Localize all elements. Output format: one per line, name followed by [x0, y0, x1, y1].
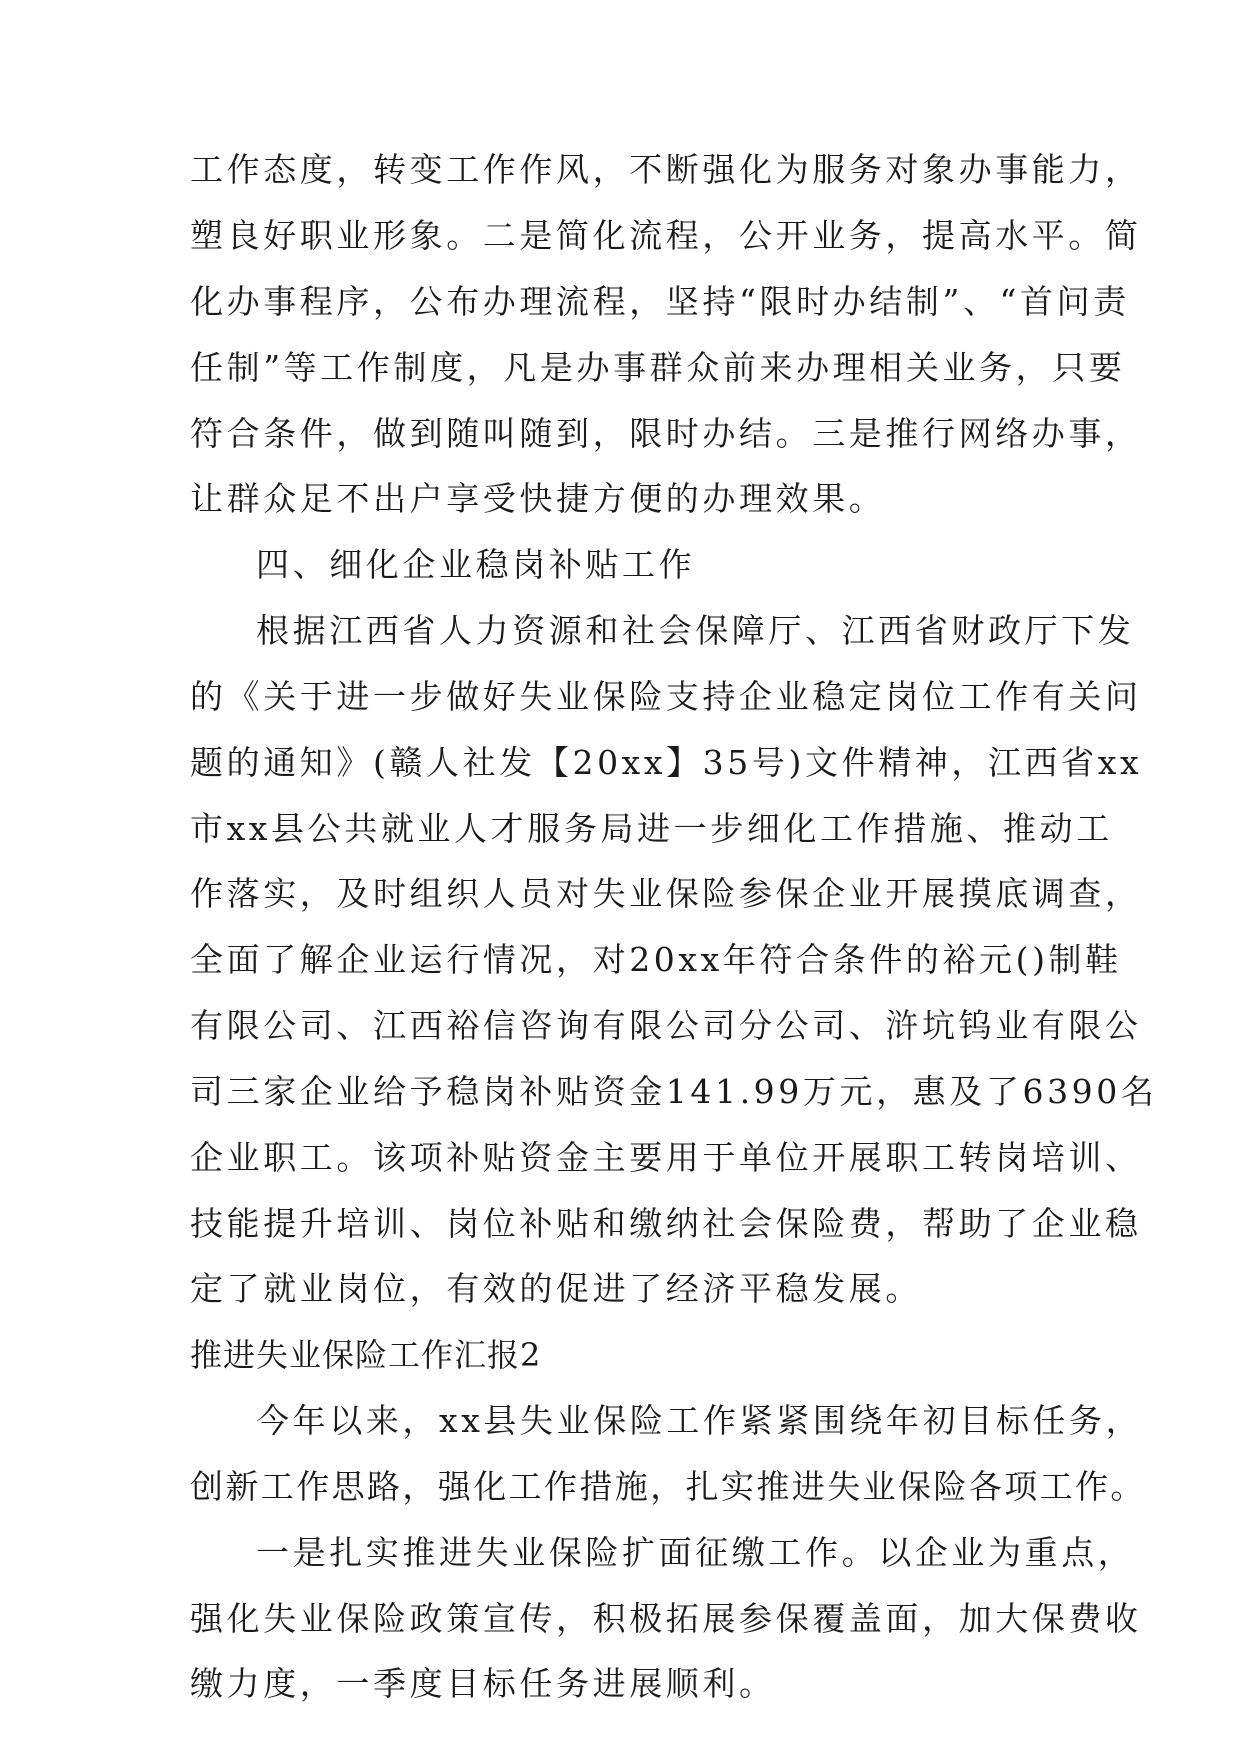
text-line: 定了就业岗位，有效的促进了经济平稳发展。 [190, 1269, 922, 1308]
text-line: 企业职工。该项补贴资金主要用于单位开展职工转岗培训、 [190, 1138, 1142, 1177]
text-line: 全面了解企业运行情况，对20xx年符合条件的裕元()制鞋 [190, 940, 1122, 979]
text-line: 化办事程序，公布办理流程，坚持“限时办结制”、“首问责 [190, 282, 1130, 321]
text-line: 题的通知》(赣人社发【20xx】35号)文件精神，江西省xx [190, 743, 1143, 782]
text-line: 司三家企业给予稳岗补贴资金141.99万元，惠及了6390名 [190, 1072, 1158, 1111]
report-title: 推进失业保险工作汇报2 [190, 1336, 542, 1374]
text-line: 的《关于进一步做好失业保险支持企业稳定岗位工作有关问 [190, 677, 1142, 716]
text-line: 强化失业保险政策宣传，积极拓展参保覆盖面，加大保费收 [190, 1599, 1142, 1638]
text-line: 今年以来，xx县失业保险工作紧紧围绕年初目标任务， [256, 1401, 1143, 1440]
text-line: 任制”等工作制度，凡是办事群众前来办理相关业务，只要 [190, 348, 1126, 387]
text-line: 作落实，及时组织人员对失业保险参保企业开展摸底调查， [190, 874, 1142, 913]
section-heading: 四、细化企业稳岗补贴工作 [256, 545, 696, 584]
text-line: 缴力度，一季度目标任务进展顺利。 [190, 1664, 776, 1703]
text-line: 塑良好职业形象。二是简化流程，公开业务，提高水平。简 [190, 216, 1142, 255]
text-line: 一是扎实推进失业保险扩面征缴工作。以企业为重点， [256, 1533, 1135, 1572]
text-line: 创新工作思路，强化工作措施，扎实推进失业保险各项工作。 [190, 1467, 1146, 1506]
text-line: 根据江西省人力资源和社会保障厅、江西省财政厅下发 [256, 611, 1135, 650]
text-line: 有限公司、江西裕信咨询有限公司分公司、浒坑钨业有限公 [190, 1006, 1142, 1045]
text-line: 技能提升培训、岗位补贴和缴纳社会保险费，帮助了企业稳 [190, 1204, 1142, 1243]
text-line: 让群众足不出户享受快捷方便的办理效果。 [190, 479, 886, 518]
text-line: 工作态度，转变工作作风，不断强化为服务对象办事能力， [190, 150, 1142, 189]
text-line: 市xx县公共就业人才服务局进一步细化工作措施、推动工 [190, 809, 1113, 848]
text-line: 符合条件，做到随叫随到，限时办结。三是推行网络办事， [190, 414, 1142, 453]
